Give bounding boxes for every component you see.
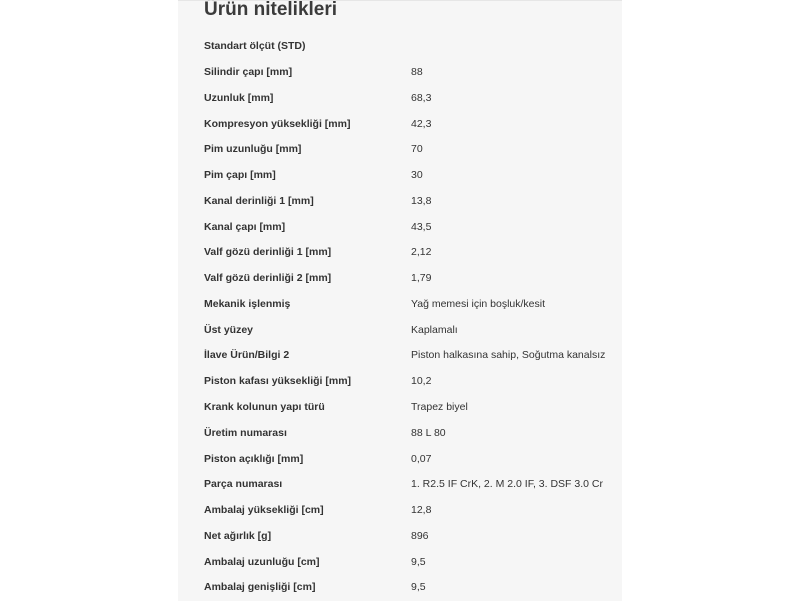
attribute-row [204, 265, 614, 291]
attribute-label: Kompresyon yüksekliği [mm] [204, 118, 351, 130]
attribute-value: Piston halkasına sahip, Soğutma kanalsız [411, 349, 606, 361]
attribute-label: İlave Ürün/Bilgi 2 [204, 349, 290, 361]
attribute-label: Pim uzunluğu [mm] [204, 143, 302, 155]
attribute-row [204, 33, 614, 59]
attribute-value: 70 [411, 143, 423, 155]
attribute-label: Net ağırlık [g] [204, 530, 272, 542]
attribute-value: 10,2 [411, 375, 432, 387]
attribute-value: 896 [411, 530, 429, 542]
attribute-label: Uzunluk [mm] [204, 92, 274, 104]
attribute-value: 68,3 [411, 92, 432, 104]
attribute-label: Ambalaj uzunluğu [cm] [204, 556, 320, 568]
attribute-value: 12,8 [411, 504, 432, 516]
attribute-label: Kanal çapı [mm] [204, 221, 286, 233]
attribute-row [204, 59, 614, 85]
attribute-value: 88 [411, 66, 423, 78]
attribute-row [204, 239, 614, 265]
attribute-label: Ambalaj genişliği [cm] [204, 581, 316, 593]
attribute-label: Kanal derinliği 1 [mm] [204, 195, 314, 207]
attribute-row [204, 420, 614, 446]
attribute-label: Standart ölçüt (STD) [204, 40, 306, 52]
attribute-row [204, 574, 614, 600]
attribute-row [204, 85, 614, 111]
attribute-value: 1,79 [411, 272, 432, 284]
attribute-row [204, 291, 614, 317]
attribute-value: Trapez biyel [411, 401, 468, 413]
attribute-row [204, 446, 614, 472]
attribute-label: Piston kafası yüksekliği [mm] [204, 375, 352, 387]
attribute-label: Pim çapı [mm] [204, 169, 276, 181]
attribute-row [204, 214, 614, 240]
attribute-value: 9,5 [411, 556, 426, 568]
attribute-label: Üretim numarası [204, 427, 287, 439]
attribute-row [204, 394, 614, 420]
attribute-value: 1. R2.5 IF CrK, 2. M 2.0 IF, 3. DSF 3.0 Cr [411, 478, 603, 490]
attribute-label: Valf gözü derinliği 1 [mm] [204, 246, 332, 258]
attribute-label: Valf gözü derinliği 2 [mm] [204, 272, 332, 284]
attribute-value: 42,3 [411, 118, 432, 130]
attribute-row [204, 136, 614, 162]
attribute-value: Kaplamalı [411, 324, 458, 336]
attribute-value: 9,5 [411, 581, 426, 593]
attribute-value: Yağ memesi için boşluk/kesit [411, 298, 546, 310]
attribute-row [204, 368, 614, 394]
attribute-value: 2,12 [411, 246, 432, 258]
attribute-row [204, 162, 614, 188]
attribute-label: Parça numarası [204, 478, 283, 490]
attribute-value: 30 [411, 169, 423, 181]
attribute-row [204, 523, 614, 549]
attribute-row [204, 317, 614, 343]
attribute-row [204, 471, 614, 497]
attribute-row [204, 111, 614, 137]
attribute-row [204, 188, 614, 214]
attribute-value: 0,07 [411, 453, 432, 465]
attribute-value: 13,8 [411, 195, 432, 207]
section-title: Ürün nitelikleri [204, 0, 338, 20]
attribute-label: Piston açıklığı [mm] [204, 453, 304, 465]
attribute-row [204, 497, 614, 523]
attribute-label: Üst yüzey [204, 324, 254, 336]
attribute-label: Silindir çapı [mm] [204, 66, 293, 78]
attribute-value: 88 L 80 [411, 427, 446, 439]
attribute-label: Ambalaj yüksekliği [cm] [204, 504, 324, 516]
attribute-label: Krank kolunun yapı türü [204, 401, 325, 413]
attribute-label: Mekanik işlenmiş [204, 298, 291, 310]
attribute-row [204, 342, 614, 368]
attribute-value: 43,5 [411, 221, 432, 233]
attribute-row [204, 549, 614, 575]
